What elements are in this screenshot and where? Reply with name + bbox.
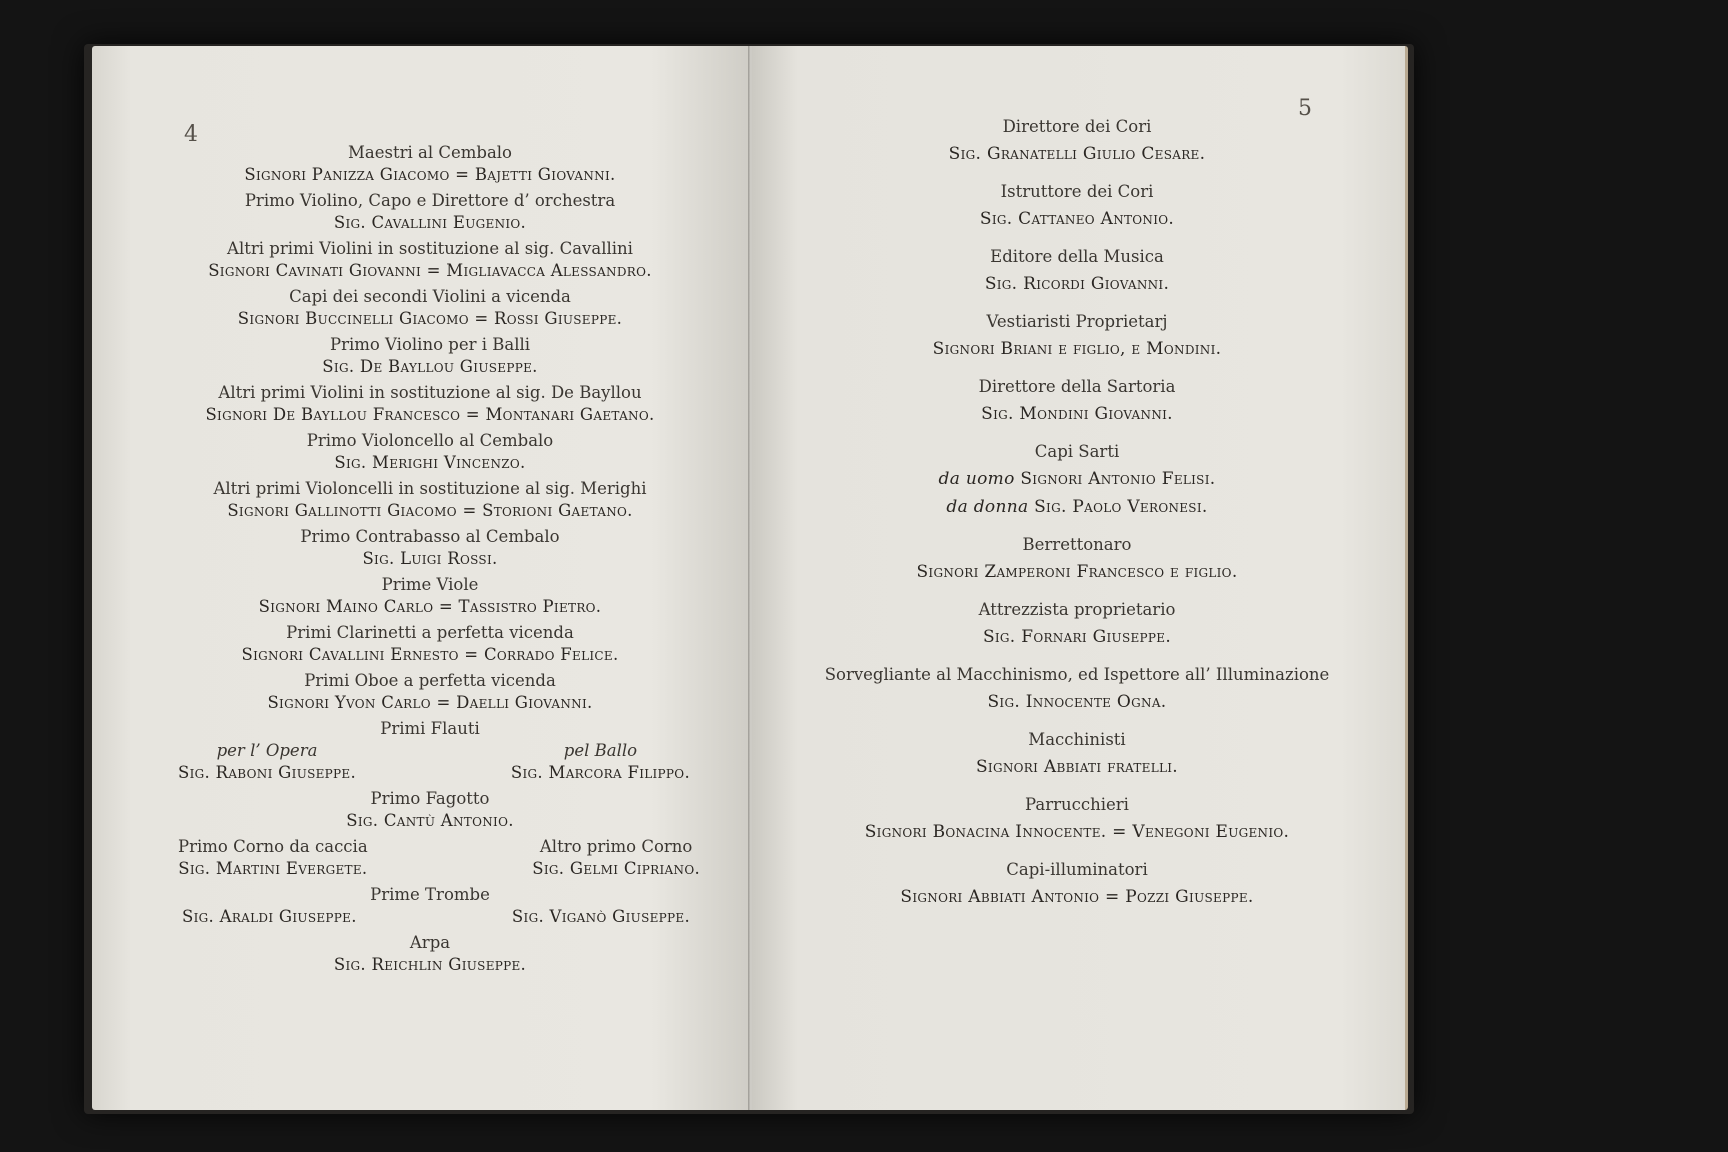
credit-entry	[190, 622, 670, 666]
sub-label: da uomo	[938, 469, 1015, 489]
page-number: 4	[184, 122, 198, 147]
name-line: Signori Panizza Giacomo = Bajetti Giovanni.	[244, 165, 616, 184]
credit-entry	[190, 478, 670, 522]
name-line	[802, 465, 1352, 493]
role-label: Primi Oboe a perfetta vicenda	[304, 671, 556, 690]
role-label: Sorvegliante al Macchinismo, ed Ispettore all’ Illuminazione	[824, 665, 1330, 684]
name-line: Sig. Innocente Ogna.	[987, 692, 1167, 712]
role-label: Vestiaristi Proprietarj	[986, 312, 1168, 331]
role-label: Maestri al Cembalo	[347, 143, 512, 162]
name-line: Signori Buccinelli Giacomo = Rossi Giuseppe.	[237, 309, 623, 328]
name-line: Signori Bonacina Innocente. = Venegoni Eugenio.	[864, 822, 1290, 842]
credit-entry	[190, 142, 670, 186]
arpa-entry	[190, 932, 670, 976]
name-text: Sig. Paolo Veronesi.	[1034, 497, 1208, 517]
credit-entry	[190, 526, 670, 570]
credit-entry	[190, 238, 670, 282]
role-label: Direttore dei Cori	[1002, 117, 1152, 136]
name-line: Signori Cavinati Giovanni = Migliavacca Alessandro.	[208, 261, 652, 280]
name-line: Sig. Raboni Giuseppe.	[178, 763, 357, 782]
name-line: Signori Maino Carlo = Tassistro Pietro.	[258, 597, 602, 616]
credit-entry	[802, 244, 1352, 298]
role-label: Primi Flauti	[380, 719, 480, 738]
name-line: Sig. Gelmi Cipriano.	[532, 859, 700, 878]
name-line: Sig. Araldi Giuseppe.	[182, 907, 357, 926]
name-line: Signori De Bayllou Francesco = Montanari Gaetano.	[205, 405, 655, 424]
role-label: Primo Violoncello al Cembalo	[306, 431, 554, 450]
role-label: Istruttore dei Cori	[1000, 182, 1154, 201]
name-line: Signori Briani e figlio, e Mondini.	[932, 339, 1222, 359]
name-line: Sig. Marcora Filippo.	[510, 763, 690, 782]
right-column	[802, 114, 1352, 922]
sub-label: pel Ballo	[563, 741, 638, 760]
role-label: Attrezzista proprietario	[978, 600, 1176, 619]
role-label: Parrucchieri	[1025, 795, 1129, 814]
name-text: Signori Antonio Felisi.	[1020, 469, 1216, 489]
name-line: Sig. De Bayllou Giuseppe.	[322, 357, 538, 376]
credit-entry	[190, 574, 670, 618]
credit-entry	[802, 309, 1352, 363]
trombe-pair	[182, 906, 690, 928]
role-label: Prime Trombe	[370, 885, 490, 904]
credit-entry	[802, 374, 1352, 428]
sarti-entry	[802, 439, 1352, 521]
name-line: Signori Zamperoni Francesco e figlio.	[916, 562, 1238, 582]
role-label: Primo Violino, Capo e Direttore d’ orchestra	[244, 191, 616, 210]
credit-entry	[190, 670, 670, 714]
credit-entry	[190, 286, 670, 330]
role-label: Capi dei secondi Violini a vicenda	[289, 287, 571, 306]
name-line: Signori Abbiati fratelli.	[975, 757, 1179, 777]
trombe-entry	[182, 884, 690, 928]
credit-entry	[802, 179, 1352, 233]
sub-label: per l’ Opera	[216, 741, 318, 760]
role-label: Capi Sarti	[1034, 442, 1120, 461]
credit-entry	[190, 190, 670, 234]
credit-entry	[190, 382, 670, 426]
role-label: Direttore della Sartoria	[978, 377, 1176, 396]
credit-entry	[190, 430, 670, 474]
left-column	[178, 142, 700, 980]
name-line: Sig. Mondini Giovanni.	[981, 404, 1173, 424]
credit-entry	[802, 857, 1352, 911]
role-label: Capi-illuminatori	[1006, 860, 1148, 879]
name-line	[802, 493, 1352, 521]
name-line: Sig. Viganò Giuseppe.	[511, 907, 690, 926]
left-page	[92, 46, 750, 1110]
role-label: Arpa	[409, 933, 451, 952]
role-label: Altri primi Violini in sostituzione al sig. De Bayllou	[218, 383, 642, 402]
credit-entry	[802, 114, 1352, 168]
name-line: Sig. Fornari Giuseppe.	[982, 627, 1172, 647]
flauti-entry	[178, 718, 690, 784]
role-label: Altri primi Violini in sostituzione al sig. Cavallini	[227, 239, 633, 258]
name-line: Sig. Luigi Rossi.	[362, 549, 498, 568]
role-label: Macchinisti	[1028, 730, 1126, 749]
name-line: Signori Cavallini Ernesto = Corrado Felice.	[241, 645, 619, 664]
credit-entry	[190, 334, 670, 378]
page-number: 5	[1298, 96, 1312, 121]
right-page	[752, 46, 1408, 1110]
credit-entry	[802, 532, 1352, 586]
name-line: Signori Gallinotti Giacomo = Storioni Gaetano.	[227, 501, 633, 520]
name-line: Sig. Merighi Vincenzo.	[334, 453, 526, 472]
role-label: Primo Contrabasso al Cembalo	[300, 527, 560, 546]
name-line: Sig. Ricordi Giovanni.	[984, 274, 1170, 294]
role-label: Primo Corno da caccia	[178, 837, 368, 856]
name-line: Signori Abbiati Antonio = Pozzi Giuseppe.	[900, 887, 1254, 907]
name-line: Sig. Granatelli Giulio Cesare.	[948, 144, 1206, 164]
name-line: Sig. Cavallini Eugenio.	[333, 213, 527, 232]
credit-entry	[802, 792, 1352, 846]
credit-entry	[802, 662, 1352, 716]
role-label: Primo Violino per i Balli	[329, 335, 531, 354]
corno-left	[178, 836, 368, 880]
name-line: Signori Yvon Carlo = Daelli Giovanni.	[267, 693, 593, 712]
flauti-pair	[178, 740, 690, 784]
role-label: Primo Fagotto	[370, 789, 490, 808]
role-label: Berrettonaro	[1022, 535, 1132, 554]
name-line: Sig. Reichlin Giuseppe.	[333, 955, 527, 974]
credit-entry	[802, 597, 1352, 651]
name-line: Sig. Cantù Antonio.	[346, 811, 514, 830]
fagotto-entry	[190, 788, 670, 832]
role-label: Editore della Musica	[990, 247, 1164, 266]
corno-right	[532, 836, 700, 880]
role-label: Altri primi Violoncelli in sostituzione al sig. Merighi	[213, 479, 647, 498]
flauti-opera	[178, 740, 356, 784]
role-label: Primi Clarinetti a perfetta vicenda	[286, 623, 574, 642]
credit-entry	[802, 727, 1352, 781]
name-line: Sig. Martini Evergete.	[178, 859, 368, 878]
role-label: Prime Viole	[381, 575, 479, 594]
corni-entry	[178, 836, 700, 880]
flauti-ballo	[511, 740, 690, 784]
sub-label: da donna	[946, 497, 1029, 517]
name-line: Sig. Cattaneo Antonio.	[979, 209, 1175, 229]
role-label: Altro primo Corno	[539, 837, 693, 856]
